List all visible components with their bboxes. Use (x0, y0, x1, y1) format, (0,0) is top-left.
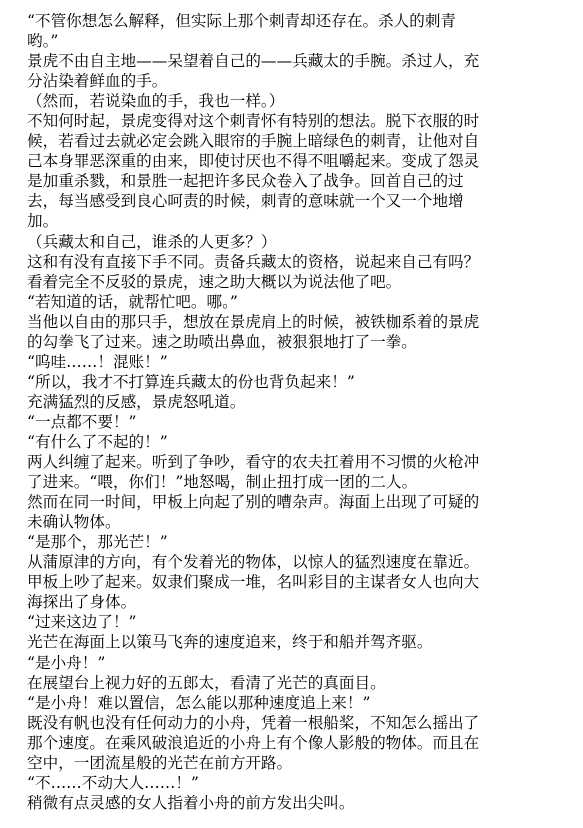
text-line: “若知道的话，就帮忙吧。哪。” (27, 292, 238, 311)
text-line: 候，若看过去就必定会跳入眼帘的手腕上暗绿色的刺青，让他对自 (27, 132, 480, 151)
text-line: 分沾染着鲜血的手。 (27, 72, 168, 91)
text-line: 的勾拳飞了过来。速之助喷出鼻血，被狠狠地打了一拳。 (27, 332, 417, 351)
text-line: 了进来。“喂，你们！”地怒喝，制止扭打成一团的二人。 (27, 473, 418, 492)
text-line: “一点都不要！” (27, 412, 137, 431)
text-line: 看着完全不反驳的景虎，速之助大概以为说法他了吧。 (27, 272, 402, 291)
text-line: “是小舟！难以置信，怎么能以那种速度追上来！” (27, 693, 371, 712)
text-line: “是那个，那光芒！” (27, 533, 168, 552)
text-line: 那个速度。在乘风破浪追近的小舟上有个像人影般的物体。而且在 (27, 733, 480, 752)
text-line: “所以，我才不打算连兵藏太的份也背负起来！” (27, 372, 355, 391)
text-line: 两人纠缠了起来。听到了争吵，看守的农夫扛着用不习惯的火枪冲 (27, 453, 480, 472)
text-line: “是小舟！” (27, 653, 106, 672)
text-line: “不……不动大人……！” (27, 773, 199, 792)
text-line: 稍微有点灵感的女人指着小舟的前方发出尖叫。 (27, 793, 355, 812)
text-line: “有什么了不起的！” (27, 432, 168, 451)
text-line: 这和有没有直接下手不同。责备兵藏太的资格，说起来自己有吗？ (27, 252, 480, 271)
text-line: 从蒲原津的方向，有个发着光的物体，以惊人的猛烈速度在靠近。 (27, 553, 480, 572)
text-line: 哟。” (27, 32, 59, 51)
text-line: 未确认物体。 (27, 513, 121, 532)
text-line: 是加重杀戮，和景胜一起把许多民众卷入了战争。回首自己的过 (27, 172, 464, 191)
text-line: 光芒在海面上以策马飞奔的速度追来，终于和船并驾齐驱。 (27, 633, 433, 652)
text-line: 然而在同一时间，甲板上向起了别的嘈杂声。海面上出现了可疑的 (27, 493, 480, 512)
text-line: “呜哇……！混账！” (27, 352, 168, 371)
text-line: 海探出了身体。 (27, 593, 137, 612)
text-line: 既没有帆也没有任何动力的小舟，凭着一根船桨，不知怎么摇出了 (27, 713, 480, 732)
text-line: “过来这边了！” (27, 613, 137, 632)
text-line: “不管你想怎么解释，但实际上那个刺青却还存在。杀人的刺青 (27, 12, 457, 30)
text-line: 景虎不由自主地——呆望着自己的——兵藏太的手腕。杀过人，充 (27, 52, 480, 71)
text-line: 己本身罪恶深重的由来，即使讨厌也不得不咀嚼起来。变成了怨灵 (27, 152, 480, 171)
document-page (27, 11, 563, 813)
text-line: 充满猛烈的反感，景虎怒吼道。 (27, 392, 246, 411)
text-line: （兵藏太和自己，谁杀的人更多？） (27, 232, 277, 251)
text-line: 当他以自由的那只手，想放在景虎肩上的时候，被铁枷系着的景虎 (27, 312, 480, 331)
text-line: 在展望台上视力好的五郎太，看清了光芒的真面目。 (27, 673, 386, 692)
text-line: 加。 (27, 212, 59, 231)
text-line: 不知何时起，景虎变得对这个刺青怀有特别的想法。脱下衣服的时 (27, 112, 480, 131)
text-line: 空中，一团流星般的光芒在前方开路。 (27, 753, 293, 772)
text-line: 甲板上吵了起来。奴隶们聚成一堆，名叫彩目的主谋者女人也向大 (27, 573, 480, 592)
text-line: 去，每当感受到良心呵责的时候，刺青的意味就一个又一个地增 (27, 192, 464, 211)
text-line: （然而，若说染血的手，我也一样。） (27, 92, 285, 111)
